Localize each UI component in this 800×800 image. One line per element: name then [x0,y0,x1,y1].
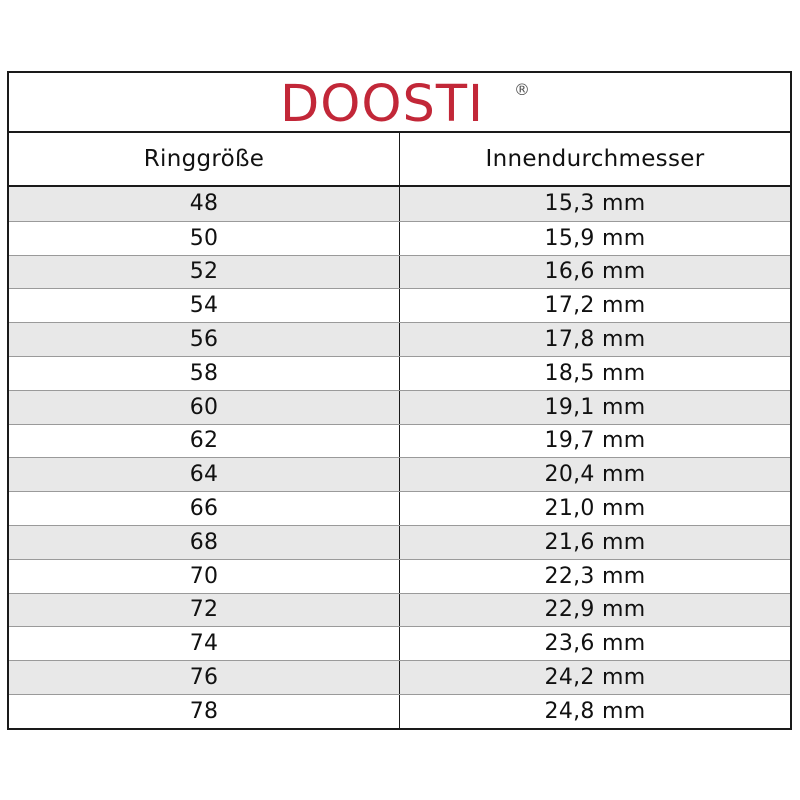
inner-diameter-cell: 17,8 mm [544,327,646,353]
ring-size-cell: 66 [9,492,400,525]
inner-diameter-cell: 22,9 mm [544,597,646,623]
inner-diameter-cell: 18,5 mm [544,360,646,386]
inner-diameter-cell: 21,0 mm [544,496,646,522]
ring-size-cell: 78 [9,695,400,728]
ring-size-cell: 52 [9,256,400,289]
inner-diameter-cell: 17,2 mm [544,293,646,319]
table-row [9,593,790,627]
inner-diameter-cell: 24,8 mm [544,698,646,724]
table-body [9,187,790,728]
header-ring-size: Ringgröße [9,133,400,185]
ring-size-cell: 54 [9,289,400,322]
ring-size-cell: 48 [9,187,400,221]
table-row [9,187,790,221]
ring-size-table [7,71,792,730]
brand-logo-graphic [240,73,560,131]
inner-diameter-cell: 19,1 mm [544,394,646,420]
ring-size-cell: 56 [9,323,400,356]
ring-size-cell: 74 [9,627,400,660]
ring-size-cell: 58 [9,357,400,390]
table-row [9,525,790,559]
inner-diameter-cell: 15,3 mm [544,191,646,217]
ring-size-cell: 70 [9,560,400,593]
table-row [9,390,790,424]
ring-size-cell: 60 [9,391,400,424]
ring-size-cell: 50 [9,222,400,255]
table-row [9,559,790,593]
table-row [9,356,790,390]
table-row [9,457,790,491]
table-row [9,660,790,694]
table-row [9,288,790,322]
table-row [9,694,790,728]
inner-diameter-cell: 23,6 mm [544,631,646,657]
ring-size-cell: 72 [9,594,400,627]
header-inner-diameter: Innendurchmesser [485,146,705,172]
brand-logo [9,73,790,131]
ring-size-cell: 64 [9,458,400,491]
brand-logo-text: DOOSTI [279,75,484,131]
inner-diameter-cell: 22,3 mm [544,563,646,589]
inner-diameter-cell: 19,7 mm [544,428,646,454]
ring-size-cell: 68 [9,526,400,559]
logo-row [9,73,790,133]
table-header-row [9,133,790,187]
inner-diameter-cell: 16,6 mm [544,259,646,285]
inner-diameter-cell: 21,6 mm [544,529,646,555]
inner-diameter-cell: 15,9 mm [544,225,646,251]
registered-mark: ® [513,80,530,99]
table-row [9,626,790,660]
ring-size-cell: 76 [9,661,400,694]
inner-diameter-cell: 24,2 mm [544,665,646,691]
inner-diameter-cell: 20,4 mm [544,462,646,488]
table-row [9,491,790,525]
table-row [9,221,790,255]
table-row [9,322,790,356]
table-row [9,255,790,289]
table-row [9,424,790,458]
ring-size-cell: 62 [9,425,400,458]
